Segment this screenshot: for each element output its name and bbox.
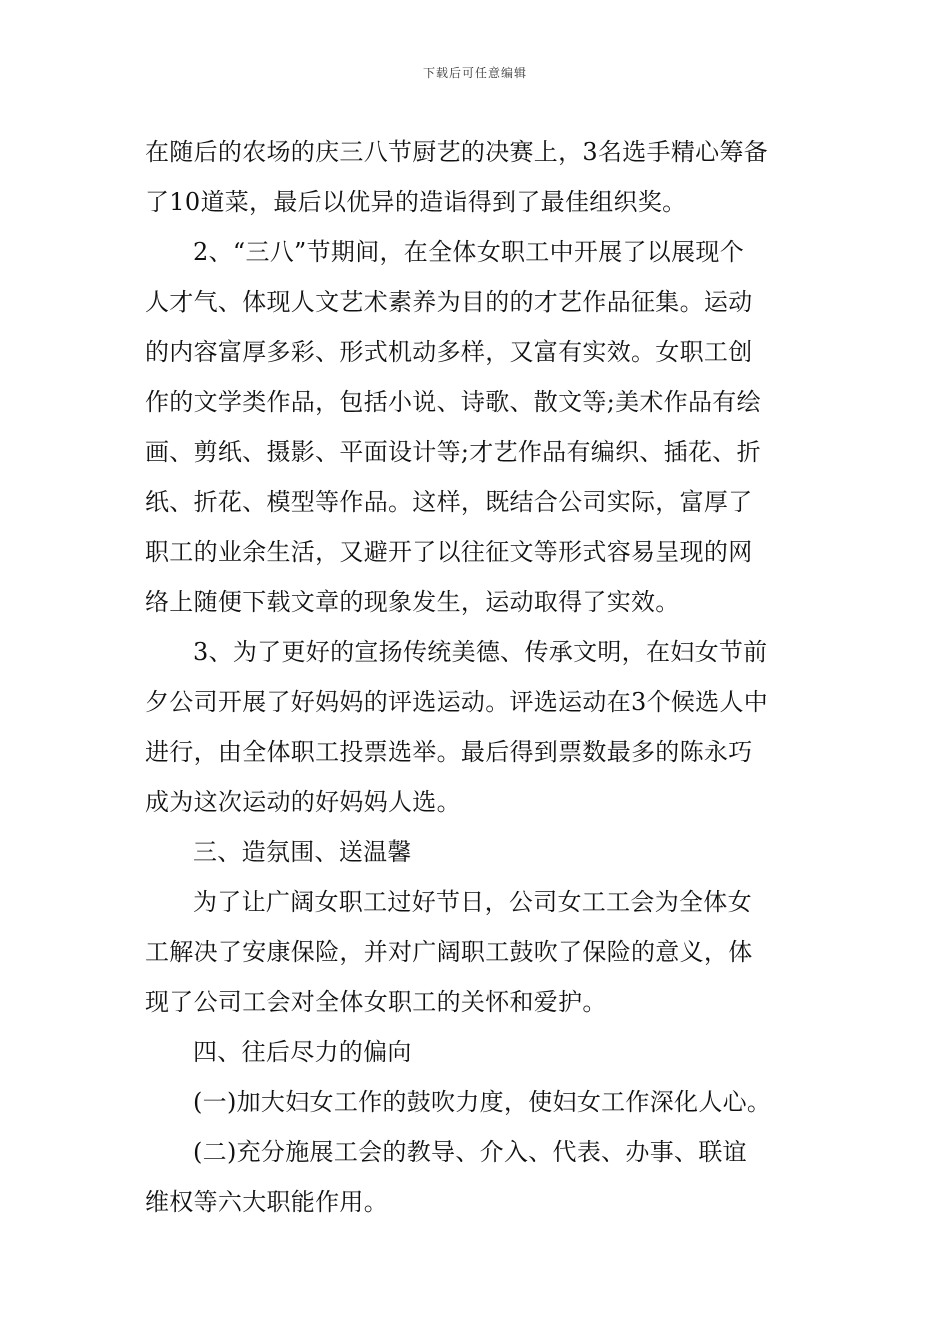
- paragraph-warmth-start: 为了让广阔女职工过好节日，公司女工工会为全体女: [193, 888, 752, 916]
- page-header: 下载后可任意编辑: [422, 66, 527, 80]
- text-line-18: 现了公司工会对全体女职工的关怀和爱护。: [145, 988, 607, 1016]
- text-line-7: 画、剪纸、摄影、平面设计等;才艺作品有编织、插花、折: [145, 438, 761, 466]
- paragraph-3-start: 3、为了更好的宣扬传统美德、传承文明，在妇女节前: [193, 638, 768, 666]
- text-line-10: 络上随便下载文章的现象发生，运动取得了实效。: [145, 588, 680, 616]
- text-line-8: 纸、折花、模型等作品。这样，既结合公司实际，富厚了: [145, 488, 753, 516]
- text-line-4: 人才气、体现人文艺术素养为目的的才艺作品征集。运动: [145, 288, 753, 316]
- text-line-1: 在随后的农场的庆三八节厨艺的决赛上，3名选手精心筹备: [145, 138, 769, 166]
- section-heading-3: 三、造氛围、送温馨: [193, 838, 412, 866]
- text-line-22: 维权等六大职能作用。: [145, 1188, 388, 1216]
- text-line-12: 夕公司开展了好妈妈的评选运动。评选运动在3个候选人中: [145, 688, 769, 716]
- text-line-17: 工解决了安康保险，并对广阔职工鼓吹了保险的意义，体: [145, 938, 753, 966]
- text-line-2: 了10道菜，最后以优异的造诣得到了最佳组织奖。: [145, 188, 687, 216]
- text-line-6: 作的文学类作品，包括小说、诗歌、散文等;美术作品有绘: [145, 388, 761, 416]
- document-body: [145, 127, 809, 1227]
- text-line-5: 的内容富厚多彩、形式机动多样，又富有实效。女职工创: [145, 338, 753, 366]
- list-item-1: (一)加大妇女工作的鼓吹力度，使妇女工作深化人心。: [193, 1088, 772, 1116]
- text-line-9: 职工的业余生活，又避开了以往征文等形式容易呈现的网: [145, 538, 753, 566]
- section-heading-4: 四、往后尽力的偏向: [193, 1038, 412, 1066]
- list-item-2: (二)充分施展工会的教导、介入、代表、办事、联谊: [193, 1138, 747, 1166]
- paragraph-2-start: 2、“三八”节期间，在全体女职工中开展了以展现个: [193, 238, 745, 266]
- text-line-13: 进行，由全体职工投票选举。最后得到票数最多的陈永巧: [145, 738, 753, 766]
- text-line-14: 成为这次运动的好妈妈人选。: [145, 788, 461, 816]
